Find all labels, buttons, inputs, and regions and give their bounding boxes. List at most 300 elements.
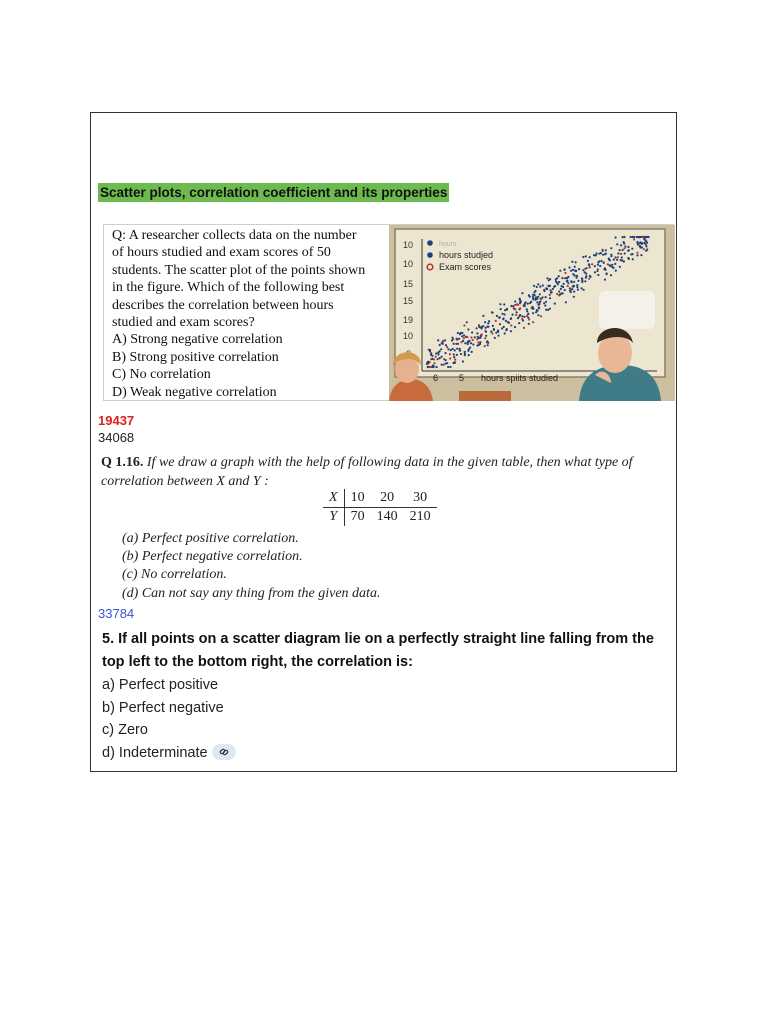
scatter-point [594, 265, 596, 267]
table-cell: 20 [371, 489, 404, 508]
scatter-point [533, 285, 535, 287]
scatter-point [619, 249, 621, 251]
scatter-point [487, 344, 489, 346]
scatter-point [484, 321, 486, 323]
scatter-point [581, 287, 583, 289]
scatter-point [567, 285, 569, 287]
scatter-point [460, 353, 462, 355]
scatter-point [521, 292, 523, 294]
scatter-point [536, 309, 538, 311]
scatter-point [523, 316, 525, 318]
scatter-point [466, 321, 468, 323]
scatter-point [563, 269, 565, 271]
scatter-point [624, 252, 626, 254]
scatter-point [519, 302, 521, 304]
scatter-point [549, 297, 551, 299]
scatter-point [563, 283, 565, 285]
id-red: 19437 [98, 413, 135, 428]
scatter-point [622, 249, 624, 251]
scatter-point [537, 296, 539, 298]
scatter-point [435, 356, 437, 358]
scatter-point [514, 304, 516, 306]
scatter-point [589, 256, 591, 258]
scatter-point [558, 275, 560, 277]
scatter-point [628, 258, 630, 260]
scatter-point [645, 240, 647, 242]
scatter-point [499, 303, 501, 305]
link-chip[interactable] [212, 744, 236, 760]
scatter-point [583, 289, 585, 291]
scatter-point [429, 349, 431, 351]
scatter-point [540, 298, 542, 300]
scatter-point [487, 341, 489, 343]
scatter-point [562, 286, 564, 288]
scatter-point [545, 301, 547, 303]
scatter-point [620, 244, 622, 246]
scatter-point [598, 253, 600, 255]
scatter-illustration-svg [389, 225, 675, 401]
scatter-point [544, 305, 546, 307]
scatter-point [439, 357, 441, 359]
scatter-point [518, 315, 520, 317]
scatter-point [633, 238, 635, 240]
scatter-point [536, 298, 538, 300]
scatter-point [471, 351, 473, 353]
scatter-point [472, 339, 474, 341]
scatter-point [602, 250, 604, 252]
question-5-options [102, 674, 236, 764]
scatter-point [494, 337, 496, 339]
scatter-point [510, 317, 512, 319]
scatter-point [610, 247, 612, 249]
scatter-point [453, 356, 455, 358]
scatter-point [539, 301, 541, 303]
scatter-point [542, 284, 544, 286]
scatter-point [514, 300, 516, 302]
scatter-point [648, 236, 650, 238]
scatter-point [630, 236, 632, 238]
scatter-point [639, 242, 641, 244]
scatter-point [565, 301, 567, 303]
scatter-point [495, 320, 497, 322]
scatter-point [442, 364, 444, 366]
scatter-point [646, 248, 648, 250]
scatter-point [462, 340, 464, 342]
scatter-point [589, 266, 591, 268]
scatter-point [460, 332, 462, 334]
scatter-point [427, 362, 429, 364]
option-d: D) Weak negative correlation [112, 384, 277, 400]
scatter-point [456, 348, 458, 350]
scatter-point [488, 320, 490, 322]
scatter-point [449, 357, 451, 359]
scatter-point [498, 335, 500, 337]
link-icon [212, 744, 236, 760]
option-a: a) Perfect positive [102, 677, 219, 693]
scatter-point [467, 350, 469, 352]
scatter-point [548, 279, 550, 281]
scatter-point [437, 358, 439, 360]
scatter-point [503, 326, 505, 328]
scatter-point [467, 343, 469, 345]
scatter-point [570, 280, 572, 282]
scatter-point [517, 317, 519, 319]
y-tick: 19 [403, 315, 414, 325]
scatter-point [491, 332, 493, 334]
question-line: studied and exam scores? [112, 315, 255, 331]
scatter-point [434, 362, 436, 364]
scatter-point [463, 324, 465, 326]
scatter-point [550, 292, 552, 294]
option-c: C) No correlation [112, 367, 211, 383]
option-c: (c) No correlation. [122, 567, 227, 583]
scatter-point [504, 332, 506, 334]
scatter-point [482, 315, 484, 317]
scatter-point [506, 309, 508, 311]
scatter-point [610, 255, 612, 257]
question-line: students. The scatter plot of the points shown [112, 262, 366, 278]
scatter-point [573, 296, 575, 298]
scatter-point [560, 293, 562, 295]
scatter-point [585, 255, 587, 257]
scatter-point [570, 270, 572, 272]
x-axis-label: hours spiits studied [481, 373, 559, 383]
scatter-point [536, 286, 538, 288]
scatter-point [587, 260, 589, 262]
scatter-point [543, 302, 545, 304]
option-b: (b) Perfect negative correlation. [122, 549, 303, 565]
scatter-point [435, 366, 437, 368]
scatter-point [521, 315, 523, 317]
scatter-point [534, 294, 536, 296]
table-cell: 30 [404, 489, 437, 508]
question-number: Q 1.16. [101, 455, 144, 470]
scatter-point [569, 290, 571, 292]
scatter-point [528, 323, 530, 325]
document-frame [90, 112, 677, 772]
scatter-point [518, 322, 520, 324]
id-blue: 33784 [98, 606, 135, 621]
scatter-point [578, 268, 580, 270]
scatter-point [429, 366, 431, 368]
scatter-point [612, 267, 614, 269]
scatter-point [516, 311, 518, 313]
scatter-point [471, 331, 473, 333]
scatter-point [604, 268, 606, 270]
option-d [102, 742, 236, 765]
scatter-point [574, 270, 576, 272]
scatter-point [539, 293, 541, 295]
scatter-point [458, 338, 460, 340]
scatter-point [613, 259, 615, 261]
y-tick: 10 [403, 240, 414, 250]
scatter-point [455, 343, 457, 345]
scatter-point [467, 340, 469, 342]
scatter-point [645, 245, 647, 247]
scatter-point [485, 335, 487, 337]
question-116 [101, 453, 676, 491]
scatter-point [526, 310, 528, 312]
scatter-point [554, 303, 556, 305]
scatter-point [441, 356, 443, 358]
scatter-point [449, 353, 451, 355]
xy-data-table [323, 489, 437, 526]
x-tick: 6 [433, 373, 439, 383]
scatter-point [527, 313, 529, 315]
question-card [103, 224, 674, 401]
scatter-point [595, 254, 597, 256]
scatter-point [553, 286, 555, 288]
scatter-point [456, 354, 458, 356]
scatter-point [576, 286, 578, 288]
scatter-point [512, 314, 514, 316]
scatter-point [539, 286, 541, 288]
scatter-point [614, 256, 616, 258]
scatter-point [466, 336, 468, 338]
question-line: in the figure. Which of the following best [112, 280, 345, 296]
scatter-point [568, 266, 570, 268]
scatter-point [454, 362, 456, 364]
scatter-point [636, 252, 638, 254]
legend-item: hours studjed [439, 250, 494, 260]
scatter-point [572, 269, 574, 271]
scatter-point [454, 349, 456, 351]
scatter-point [499, 323, 501, 325]
scatter-point [528, 294, 530, 296]
scatter-point [512, 305, 514, 307]
scatter-point [582, 256, 584, 258]
scatter-point [479, 341, 481, 343]
scatter-point [537, 314, 539, 316]
scatter-point [498, 317, 500, 319]
scatter-point [461, 335, 463, 337]
scatter-point [435, 352, 437, 354]
question-116-options [122, 530, 380, 603]
scatter-point [615, 236, 617, 238]
scatter-point [469, 347, 471, 349]
question-text: If we draw a graph with the help of following data in the given table, then what type of correlation between X and Y : [101, 455, 633, 489]
scatter-point [585, 277, 587, 279]
scatter-point [645, 236, 647, 238]
scatter-point [591, 263, 593, 265]
scatter-point [549, 308, 551, 310]
y-tick: 15 [403, 296, 414, 306]
scatter-point [510, 330, 512, 332]
scatter-point [632, 258, 634, 260]
scatter-point [532, 296, 534, 298]
scatter-point [439, 344, 441, 346]
scatter-point [519, 298, 521, 300]
scatter-point [444, 363, 446, 365]
scatter-point [449, 366, 451, 368]
option-d: (d) Can not say any thing from the given data. [122, 585, 381, 601]
scatter-point [532, 308, 534, 310]
scatter-point [608, 258, 610, 260]
scatter-point [643, 242, 645, 244]
scatter-point [546, 277, 548, 279]
scatter-point [555, 280, 557, 282]
scatter-point [621, 256, 623, 258]
scatter-point [502, 318, 504, 320]
scatter-point [596, 252, 598, 254]
scatter-point [556, 277, 558, 279]
scatter-point [637, 243, 639, 245]
scatter-point [564, 277, 566, 279]
scatter-point [514, 326, 516, 328]
scatter-point [503, 313, 505, 315]
scatter-point [501, 327, 503, 329]
option-d-label: d) Indeterminate [102, 744, 208, 761]
scatter-point [616, 259, 618, 261]
scatter-point [485, 331, 487, 333]
scatter-point [462, 360, 464, 362]
scatter-point [493, 329, 495, 331]
scatter-point [631, 253, 633, 255]
option-b: b) Perfect negative [102, 699, 224, 716]
scatter-point [534, 290, 536, 292]
scatter-point [636, 254, 638, 256]
scatter-point [451, 337, 453, 339]
scatter-point [503, 303, 505, 305]
table-cell: Y [323, 508, 344, 527]
scatter-point [567, 276, 569, 278]
scatter-point [490, 331, 492, 333]
scatter-point [604, 279, 606, 281]
option-c: c) Zero [102, 722, 148, 738]
scatter-point [526, 315, 528, 317]
scatter-point [521, 318, 523, 320]
legend-dot [427, 240, 433, 246]
scatter-point [508, 322, 510, 324]
scatter-illustration [389, 225, 675, 401]
scatter-point [611, 264, 613, 266]
scatter-point [619, 266, 621, 268]
scatter-point [447, 366, 449, 368]
scatter-point [477, 336, 479, 338]
scatter-point [610, 274, 612, 276]
scatter-point [513, 307, 515, 309]
scatter-point [459, 350, 461, 352]
question-line: describes the correlation between hours [112, 297, 334, 313]
scatter-point [588, 278, 590, 280]
scatter-point [549, 289, 551, 291]
scatter-point [567, 282, 569, 284]
scatter-point [464, 342, 466, 344]
y-tick: 15 [403, 279, 414, 289]
scatter-point [446, 346, 448, 348]
scatter-point [585, 267, 587, 269]
scatter-point [437, 353, 439, 355]
scatter-point [532, 298, 534, 300]
scatter-point [549, 294, 551, 296]
scatter-point [445, 359, 447, 361]
scatter-point [537, 283, 539, 285]
scatter-point [542, 296, 544, 298]
scatter-point [496, 315, 498, 317]
scatter-point [439, 350, 441, 352]
scatter-point [492, 325, 494, 327]
scatter-point [636, 241, 638, 243]
scatter-point [523, 327, 525, 329]
scatter-point [468, 354, 470, 356]
scatter-point [484, 345, 486, 347]
scatter-point [445, 344, 447, 346]
scatter-point [538, 306, 540, 308]
table-cell: 70 [350, 509, 365, 524]
y-tick: 10 [403, 331, 414, 341]
scatter-point [621, 259, 623, 261]
scatter-point [575, 261, 577, 263]
scatter-point [589, 276, 591, 278]
scatter-point [534, 299, 536, 301]
scatter-point [536, 301, 538, 303]
scatter-point [463, 334, 465, 336]
scatter-point [617, 252, 619, 254]
scatter-point [642, 236, 644, 238]
scatter-point [505, 329, 507, 331]
scatter-point [433, 366, 435, 368]
scatter-point [599, 265, 601, 267]
scatter-point [582, 269, 584, 271]
scatter-point [640, 254, 642, 256]
scatter-point [532, 312, 534, 314]
scatter-point [574, 266, 576, 268]
scatter-point [472, 343, 474, 345]
scatter-point [620, 253, 622, 255]
scatter-point [623, 236, 625, 238]
scatter-point [470, 342, 472, 344]
option-b: B) Strong positive correlation [112, 349, 279, 365]
scatter-point [476, 332, 478, 334]
scatter-point [543, 290, 545, 292]
scatter-point [453, 353, 455, 355]
scatter-point [631, 248, 633, 250]
scatter-point [538, 303, 540, 305]
scatter-point [639, 245, 641, 247]
scatter-point [552, 288, 554, 290]
scatter-point [510, 324, 512, 326]
option-a: (a) Perfect positive correlation. [122, 531, 299, 546]
scatter-point [478, 324, 480, 326]
scatter-point [597, 274, 599, 276]
scatter-point [535, 311, 537, 313]
scatter-point [616, 243, 618, 245]
scatter-point [474, 336, 476, 338]
scatter-point [609, 264, 611, 266]
scatter-point [532, 321, 534, 323]
scatter-point [574, 275, 576, 277]
question-1-text [112, 227, 384, 401]
table-cell: X [323, 489, 344, 508]
question-5-text: 5. If all points on a scatter diagram lie on a perfectly straight line falling from the top left to the bottom right, the correlation is: [102, 631, 654, 670]
scatter-point [479, 326, 481, 328]
scatter-point [597, 264, 599, 266]
scatter-point [540, 315, 542, 317]
scatter-point [636, 236, 638, 238]
scatter-point [605, 253, 607, 255]
scatter-point [560, 288, 562, 290]
scatter-point [561, 277, 563, 279]
section-heading: Scatter plots, correlation coefficient and its properties [100, 185, 448, 200]
scatter-point [528, 318, 530, 320]
scatter-point [505, 320, 507, 322]
scatter-point [430, 354, 432, 356]
scatter-point [597, 268, 599, 270]
scatter-point [584, 280, 586, 282]
scatter-point [526, 308, 528, 310]
scatter-point [602, 254, 604, 256]
scatter-point [641, 242, 643, 244]
